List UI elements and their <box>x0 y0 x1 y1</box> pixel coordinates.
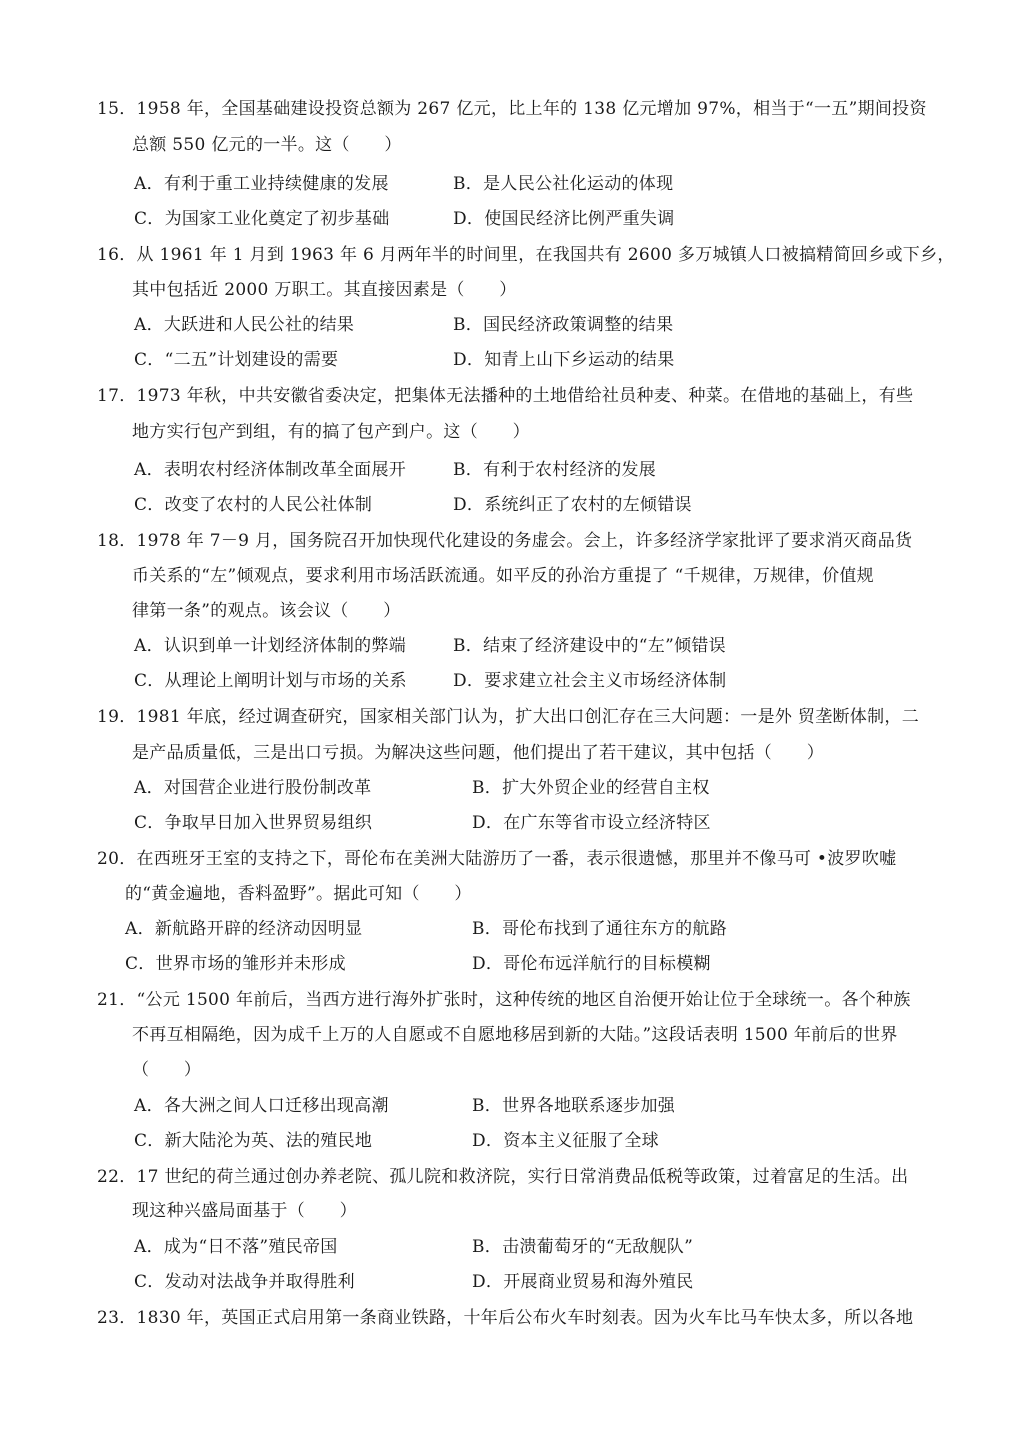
question-16-line-1: 16．从 1961 年 1 月到 1963 年 6 月两年半的时间里，在我国共有 2600 多万城镇人口被搞精简回乡或下乡， <box>97 245 955 265</box>
question-15-option-d: D．使国民经济比例严重失调 <box>453 209 675 229</box>
question-18-line-1: 18．1978 年 7－9 月，国务院召开加快现代化建设的务虚会。会上，许多经济学家批评了要求消灭商品货 <box>97 531 913 551</box>
question-19-option-b: B．扩大外贸企业的经营自主权 <box>472 778 710 798</box>
question-22-line-1: 22．17 世纪的荷兰通过创办养老院、孤儿院和救济院，实行日常消费品低税等政策，过着富足的生活。出 <box>97 1167 909 1187</box>
question-18-option-b: B．结束了经济建设中的“左”倾错误 <box>453 636 726 656</box>
question-19-option-c: C．争取早日加入世界贸易组织 <box>134 813 373 833</box>
question-17-option-c: C．改变了农村的人民公社体制 <box>134 495 373 515</box>
question-15-line-2: 总额 550 亿元的一半。这（ ） <box>132 135 402 155</box>
question-19-option-a: A．对国营企业进行股份制改革 <box>134 778 372 798</box>
question-16-option-a: A．大跃进和人民公社的结果 <box>134 315 355 335</box>
question-19-option-d: D．在广东等省市设立经济特区 <box>472 813 711 833</box>
question-20-option-b: B．哥伦布找到了通往东方的航路 <box>472 919 727 939</box>
question-15-option-b: B．是人民公社化运动的体现 <box>453 174 674 194</box>
question-21-line-1: 21．“公元 1500 年前后，当西方进行海外扩张时，这种传统的地区自治便开始让位于全球统一。各个种族 <box>97 990 911 1010</box>
question-21-line-2: 不再互相隔绝，因为成千上万的人自愿或不自愿地移居到新的大陆。”这段话表明 1500 年前后的世界 <box>132 1025 898 1045</box>
question-17-option-d: D．系统纠正了农村的左倾错误 <box>453 495 692 515</box>
question-17-option-b: B．有利于农村经济的发展 <box>453 460 657 480</box>
question-21-option-c: C．新大陆沦为英、法的殖民地 <box>134 1131 373 1151</box>
question-20-option-d: D．哥伦布远洋航行的目标模糊 <box>472 954 711 974</box>
question-21-option-b: B．世界各地联系逐步加强 <box>472 1096 676 1116</box>
question-23-line-1: 23．1830 年，英国正式启用第一条商业铁路，十年后公布火车时刻表。因为火车比马车快太多，所以各地 <box>97 1308 914 1328</box>
question-16-option-d: D．知青上山下乡运动的结果 <box>453 350 675 370</box>
question-18-option-d: D．要求建立社会主义市场经济体制 <box>453 671 727 691</box>
question-15-line-1: 15．1958 年，全国基础建设投资总额为 267 亿元，比上年的 138 亿元增加 97%，相当于“一五”期间投资 <box>97 99 927 119</box>
question-18-line-3: 律第一条”的观点。该会议（ ） <box>132 601 401 621</box>
question-19-line-2: 是产品质量低，三是出口亏损。为解决这些问题，他们提出了若干建议，其中包括（ ） <box>132 743 824 763</box>
question-21-line-3: （ ） <box>132 1060 202 1080</box>
question-18-option-c: C．从理论上阐明计划与市场的关系 <box>134 671 407 691</box>
question-17-line-2: 地方实行包产到组，有的搞了包产到户。这（ ） <box>132 422 530 442</box>
question-16-option-b: B．国民经济政策调整的结果 <box>453 315 674 335</box>
question-20-option-c: C．世界市场的雏形并未形成 <box>125 954 346 974</box>
question-19-line-1: 19．1981 年底，经过调查研究，国家相关部门认为，扩大出口创汇存在三大问题：一是外 贸垄断体制，二 <box>97 707 920 727</box>
question-20-option-a: A．新航路开辟的经济动因明显 <box>125 919 363 939</box>
question-22-option-d: D．开展商业贸易和海外殖民 <box>472 1272 694 1292</box>
question-22-option-c: C．发动对法战争并取得胜利 <box>134 1272 355 1292</box>
question-20-line-1: 20．在西班牙王室的支持之下，哥伦布在美洲大陆游历了一番，表示很遗憾，那里并不像马可 •波罗吹嘘 <box>97 849 897 869</box>
question-20-line-2: 的“黄金遍地，香料盈野”。据此可知（ ） <box>125 884 472 904</box>
question-22-line-2: 现这种兴盛局面基于（ ） <box>132 1201 357 1221</box>
question-17-line-1: 17．1973 年秋，中共安徽省委决定，把集体无法播种的土地借给社员种麦、种菜。在借地的基础上，有些 <box>97 386 914 406</box>
question-22-option-b: B．击溃葡萄牙的“无敌舰队” <box>472 1237 694 1257</box>
question-18-option-a: A．认识到单一计划经济体制的弊端 <box>134 636 407 656</box>
question-22-option-a: A．成为“日不落”殖民帝国 <box>134 1237 338 1257</box>
question-16-option-c: C．“二五”计划建设的需要 <box>134 350 339 370</box>
question-21-option-d: D．资本主义征服了全球 <box>472 1131 659 1151</box>
question-16-line-2: 其中包括近 2000 万职工。其直接因素是（ ） <box>132 280 517 300</box>
question-15-option-a: A．有利于重工业持续健康的发展 <box>134 174 389 194</box>
question-15-option-c: C．为国家工业化奠定了初步基础 <box>134 209 390 229</box>
question-21-option-a: A．各大洲之间人口迁移出现高潮 <box>134 1096 389 1116</box>
question-17-option-a: A．表明农村经济体制改革全面展开 <box>134 460 407 480</box>
question-18-line-2: 币关系的“左”倾观点，要求利用市场活跃流通。如平反的孙治方重提了 “千规律，万规律，价值规 <box>132 566 874 586</box>
